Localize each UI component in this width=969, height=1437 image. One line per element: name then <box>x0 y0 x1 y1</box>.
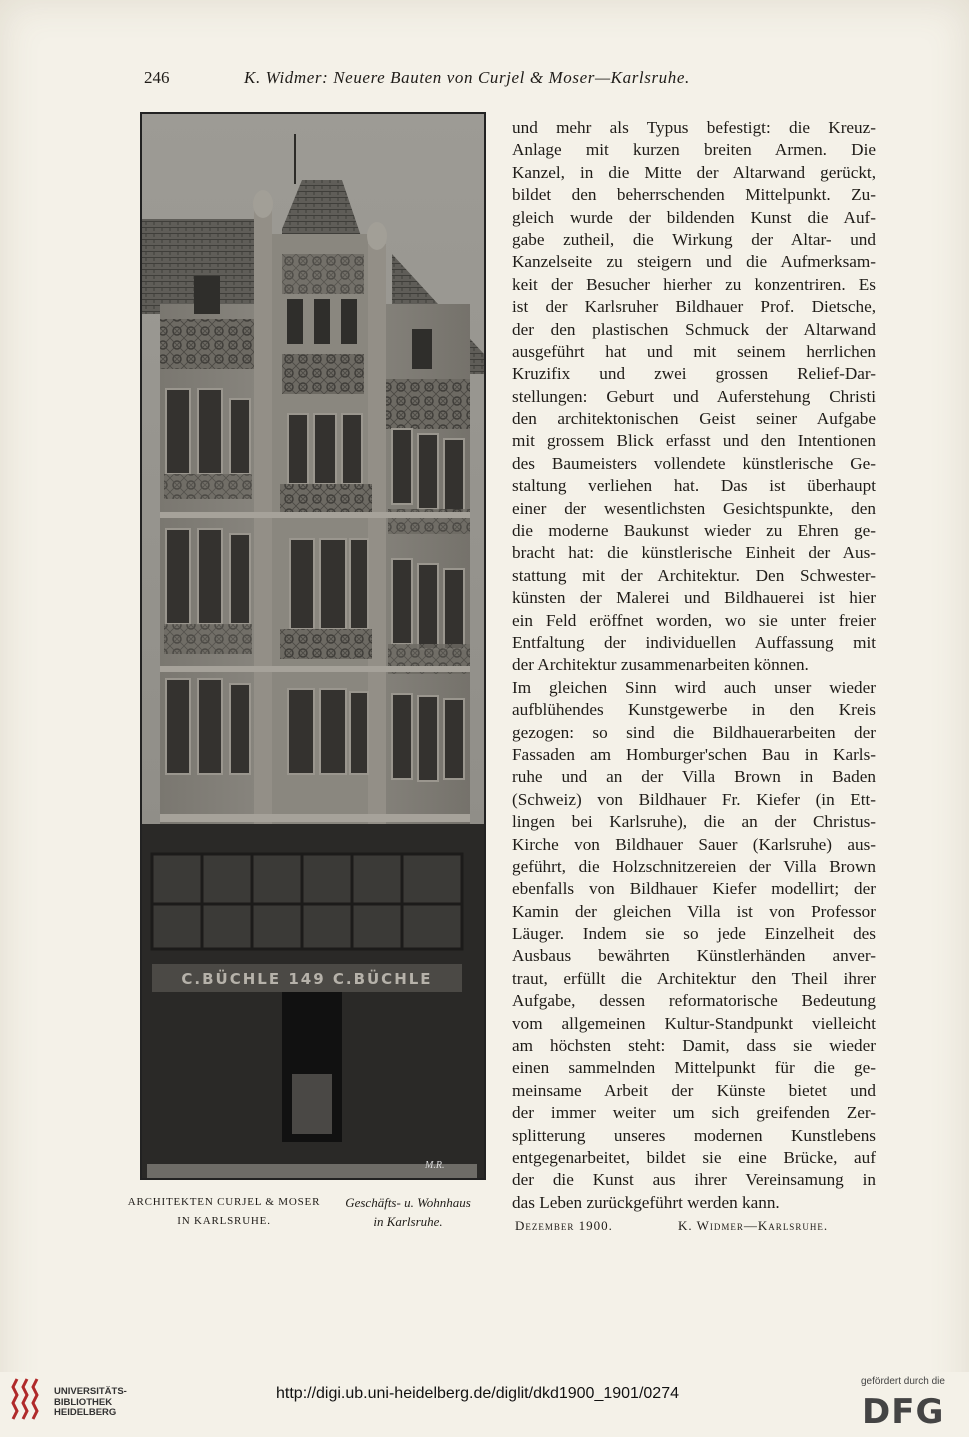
body-text-line: geführt, die Holzschnitzereien der Villa Brown <box>512 856 876 876</box>
digitization-footer <box>0 1372 969 1437</box>
body-text-line: ebenfalls von Bildhauer Kiefer modellirt; der <box>512 879 876 899</box>
body-text-line: gabe zutheil, die Wirkung der Altar- und <box>512 229 876 249</box>
body-text-line: ruhe und an der Villa Brown in Baden <box>512 767 876 787</box>
body-text-line: lingen bei Karlsruhe), die an der Christus- <box>512 812 876 832</box>
caption-architects <box>124 1193 324 1231</box>
body-text-line: mit grossem Blick erfasst und den Intentionen <box>512 431 876 451</box>
body-text-line: der die Kunst aus ihrer Vereinsamung in <box>512 1170 876 1190</box>
photo-credit: M.R. <box>425 1160 445 1171</box>
body-text-line: ist der Karlsruher Bildhauer Prof. Dietsche, <box>512 297 876 317</box>
body-text-line: entgegenarbeitet, bildet sie eine Brücke, auf <box>512 1147 876 1167</box>
body-text-line: das Leben zurückgeführt werden kann. <box>512 1192 780 1212</box>
caption-building-line1: Geschäfts- u. Wohnhaus <box>345 1195 471 1210</box>
university-library-logo-icon <box>9 1375 49 1421</box>
body-text-line: der immer weiter um sich greifenden Zer- <box>512 1103 876 1123</box>
body-text-line: (Schweiz) von Bildhauer Fr. Kiefer (in Ett- <box>512 789 876 809</box>
body-text-line: einer der wesentlichsten Gesichtspunkte, den <box>512 498 876 518</box>
caption-architects-line1: ARCHITEKTEN CURJEL & MOSER <box>127 1196 321 1208</box>
body-text-line: bildet den beherrschenden Mittelpunkt. Zu- <box>512 185 876 205</box>
library-name-line1: UNIVERSITÄTS- <box>54 1386 127 1397</box>
body-text-line: Läuger. Indem sie so jede Einzelheit des <box>512 924 876 944</box>
body-text-line: des Baumeisters vollendete künstlerische Ge- <box>512 453 876 473</box>
library-name-line3: HEIDELBERG <box>54 1407 117 1418</box>
dfg-logo: DFG <box>862 1392 945 1432</box>
body-text-line: bracht hat: die künstlerische Einheit der Aus- <box>512 543 876 563</box>
body-text-line: der den plastischen Schmuck der Altarwand <box>512 319 876 339</box>
body-text-line: ausgeführt hat und mit seinem herrlichen <box>512 341 876 361</box>
body-text-line: Fassaden am Homburger'schen Bau in Karls- <box>512 744 876 764</box>
body-text-line: stellungen: Geburt und Auferstehung Christi <box>512 386 876 406</box>
body-text-line: Kruzifix und zwei grossen Relief-Dar- <box>512 364 876 384</box>
caption-building <box>326 1193 490 1231</box>
body-text-line: Anlage mit kurzen breiten Armen. Die <box>512 140 876 160</box>
library-name-line2: BIBLIOTHEK <box>54 1396 113 1408</box>
body-text-line: gezogen: so sind die Bildhauerarbeiten der <box>512 722 876 742</box>
body-text-line: staltung verliehen hat. Das ist überhaupt <box>512 476 876 496</box>
shop-sign: C.BÜCHLE 149 C.BÜCHLE <box>181 970 433 988</box>
body-text-line: den architektonischen Geist seiner Aufgabe <box>512 409 876 429</box>
body-text-line: Kamin der gleichen Villa ist von Professor <box>512 901 876 921</box>
body-text-line: gleich wurde der bildenden Kunst die Auf- <box>512 207 876 227</box>
signature-author: K. Widmer—Karlsruhe. <box>678 1218 829 1233</box>
body-text-line: am höchsten steht: Damit, dass sie wieder <box>512 1036 876 1056</box>
body-text-line: künsten der Malerei und Bildhauerei ist hier <box>512 588 876 608</box>
body-text-line: Kirche von Bildhauer Sauer (Karlsruhe) aus- <box>512 834 876 854</box>
body-text-line: Kanzel, in die Mitte der Altarwand gerückt, <box>512 162 876 182</box>
body-text-line: die moderne Baukunst wieder zu Ehren ge- <box>512 521 876 541</box>
caption-architects-line2: IN KARLSRUHE. <box>177 1215 271 1227</box>
body-text-column <box>512 117 876 1214</box>
caption-building-line2: in Karlsruhe. <box>373 1214 443 1229</box>
running-head <box>0 68 969 94</box>
body-text-line: stattung mit der Architektur. Den Schwester- <box>512 565 876 585</box>
body-text-line: Aufgabe, dessen reformatorische Bedeutung <box>512 991 876 1011</box>
building-photograph <box>140 112 486 1180</box>
body-text-line: aufblühendes Kunstgewerbe in den Kreis <box>512 700 876 720</box>
permalink-url[interactable]: http://digi.ub.uni-heidelberg.de/diglit/dkd1900_1901/0274 <box>276 1385 679 1402</box>
body-text-line: der Architektur zusammenarbeiten können. <box>512 655 809 675</box>
body-text-line: vom allgemeinen Kultur-Standpunkt vielleicht <box>512 1013 876 1033</box>
running-title: K. Widmer: Neuere Bauten von Curjel & Moser—Karlsruhe. <box>244 68 690 87</box>
body-text-line: traut, erfüllt die Architektur den Theil ihrer <box>512 968 876 988</box>
body-text-line: und mehr als Typus befestigt: die Kreuz- <box>512 118 876 137</box>
body-text-line: einen sammelnden Mittelpunkt für die ge- <box>512 1058 876 1078</box>
signature-date: Dezember 1900. <box>515 1218 613 1233</box>
body-text-line: Ausbaus bewährten Künstlerhänden anver- <box>512 946 876 966</box>
body-text-line: Im gleichen Sinn wird auch unser wieder <box>512 677 876 697</box>
body-text-line: Kanzelseite zu steigern und die Aufmerksam- <box>512 252 876 272</box>
body-text-line: ein Feld eröffnet worden, wo sie unter freier <box>512 610 876 630</box>
body-text-line: meinsame Arbeit der Künste bietet und <box>512 1080 876 1100</box>
body-text-line: splitterung unseres modernen Kunstlebens <box>512 1125 876 1145</box>
funding-label: gefördert durch die <box>861 1376 945 1387</box>
library-name <box>54 1387 127 1419</box>
body-text-line: Entfaltung der individuellen Auffassung mit <box>512 632 876 652</box>
page-number: 246 <box>144 68 170 87</box>
body-text-line: keit der Besucher hierher zu konzentriren. Es <box>512 274 876 294</box>
